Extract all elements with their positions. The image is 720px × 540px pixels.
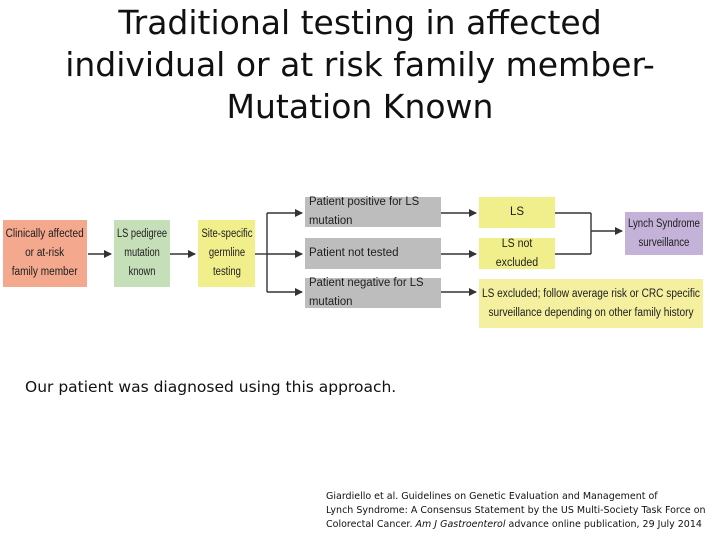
box-final-line-1: Lynch Syndrome (628, 217, 700, 230)
citation-journal: Am J Gastroenterol (415, 519, 506, 530)
box-not-excluded-label: LS not excluded (495, 237, 539, 269)
caption-text: Our patient was diagnosed using this approach. (25, 378, 397, 396)
title-line-1: Traditional testing in affected (118, 3, 602, 42)
box-patient-not-tested (305, 238, 441, 269)
box-site-specific-testing (198, 220, 255, 287)
box-final-line-2: surveillance (638, 236, 690, 249)
citation-line-3 (326, 518, 718, 532)
box-affected-or-at-risk (3, 220, 87, 287)
box-ls-label: LS (509, 206, 525, 218)
box-excluded-line-2: surveillance depending on other family history (488, 306, 694, 319)
box-excluded-line-1: LS excluded; follow average risk or CRC specific (482, 287, 700, 300)
citation (326, 490, 718, 532)
box-negative-label: Patient negative for LS mutation (309, 277, 424, 308)
title-line-2: individual or at risk family member- (65, 45, 655, 84)
box-testing-line-1: Site-specific (200, 228, 253, 240)
box-testing-line-2: germline (208, 247, 245, 259)
box-outcome-ls-excluded (479, 279, 703, 328)
box-patient-negative (305, 278, 441, 308)
box-pedigree-line-1: LS pedigree (117, 228, 167, 240)
box-positive-label: Patient positive for LS mutation (309, 196, 420, 227)
citation-line-2: Lynch Syndrome: A Consensus Statement by the US Multi-Society Task Force on (326, 505, 706, 516)
box-patient-positive (305, 197, 441, 227)
box-pedigree-line-2: mutation (124, 247, 160, 259)
title-line-3: Mutation Known (226, 87, 494, 126)
box-lynch-syndrome-surveillance (625, 212, 703, 255)
citation-line-3-end: advance online publication, 29 July 2014 (508, 519, 702, 530)
box-outcome-ls-not-excluded (479, 238, 555, 269)
citation-line-1: Giardiello et al. Guidelines on Genetic Evaluation and Management of (326, 491, 658, 502)
box-testing-line-3: testing (212, 266, 241, 278)
box-pedigree-line-3: known (128, 266, 156, 278)
citation-line-3-start: Colorectal Cancer. (326, 519, 416, 530)
box-affected-line-2: or at-risk (25, 247, 65, 259)
box-affected-line-1: Clinically affected (5, 228, 85, 240)
box-affected-line-3: family member (12, 266, 78, 278)
box-outcome-ls (479, 197, 555, 228)
box-not-tested-label: Patient not tested (309, 247, 399, 259)
box-pedigree-mutation-known (114, 220, 170, 287)
